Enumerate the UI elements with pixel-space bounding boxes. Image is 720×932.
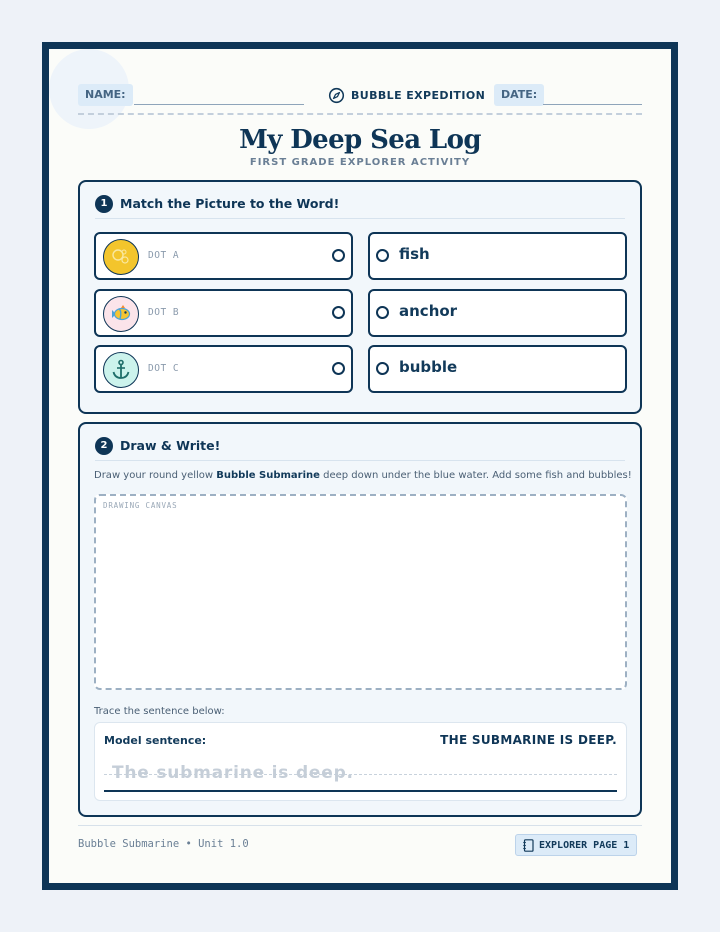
page-title: My Deep Sea Log <box>239 125 481 155</box>
dot-label: DOT C <box>148 363 180 374</box>
picture-card-c <box>94 345 353 393</box>
footer-unit: Bubble Submarine • Unit 1.0 <box>78 838 249 850</box>
name-label: NAME: <box>78 84 133 106</box>
match-word: anchor <box>399 302 458 320</box>
date-label: DATE: <box>494 84 544 106</box>
model-label: Model sentence: <box>104 734 207 747</box>
notebook-icon <box>523 839 534 852</box>
match-word: fish <box>399 245 430 263</box>
picture-circle <box>103 352 139 388</box>
word-card-fish <box>368 232 627 280</box>
instruction-text-end: deep down under the blue water. Add some fish and bubbles! <box>319 470 632 481</box>
worksheet-page <box>42 42 678 890</box>
match-dot[interactable] <box>332 362 345 375</box>
picture-card-a <box>94 232 353 280</box>
section-number: 2 <box>95 437 113 455</box>
match-dot[interactable] <box>376 249 389 262</box>
brand <box>328 86 485 104</box>
bubble-icon <box>108 244 134 270</box>
instruction-text: Draw your round yellow <box>94 470 217 481</box>
drawing-canvas[interactable] <box>94 494 627 690</box>
header-divider <box>78 113 642 115</box>
dot-label: DOT B <box>148 307 180 318</box>
match-section <box>78 180 642 414</box>
word-card-bubble <box>368 345 627 393</box>
name-field[interactable] <box>134 104 304 105</box>
section-header <box>95 195 625 219</box>
match-dot[interactable] <box>332 306 345 319</box>
section-title: Match the Picture to the Word! <box>120 196 340 211</box>
brand-label: BUBBLE EXPEDITION <box>351 88 486 102</box>
match-dot[interactable] <box>376 362 389 375</box>
match-dot[interactable] <box>376 306 389 319</box>
word-card-anchor <box>368 289 627 337</box>
trace-label: Trace the sentence below: <box>94 706 225 717</box>
page-badge-label: EXPLORER PAGE 1 <box>539 839 630 851</box>
page-subtitle: FIRST GRADE EXPLORER ACTIVITY <box>249 157 471 168</box>
anchor-icon <box>108 357 134 383</box>
writing-baseline <box>104 790 617 792</box>
section-number: 1 <box>95 195 113 213</box>
fish-icon <box>108 301 134 327</box>
draw-write-section <box>78 422 642 817</box>
match-dot[interactable] <box>332 249 345 262</box>
footer-divider <box>78 825 642 826</box>
trace-sentence[interactable]: The submarine is deep. <box>112 763 354 783</box>
date-field[interactable] <box>543 104 642 105</box>
picture-circle <box>103 296 139 332</box>
worksheet-header <box>78 76 642 106</box>
section-header <box>95 437 625 461</box>
page-badge <box>515 834 637 856</box>
model-sentence: THE SUBMARINE IS DEEP. <box>440 733 617 747</box>
instruction-bold: Bubble Submarine <box>216 470 320 481</box>
picture-circle <box>103 239 139 275</box>
match-word: bubble <box>399 358 458 376</box>
picture-card-b <box>94 289 353 337</box>
compass-icon <box>328 87 345 104</box>
section-title: Draw & Write! <box>120 438 221 453</box>
model-sentence-box <box>94 722 627 801</box>
canvas-label: DRAWING CANVAS <box>103 501 178 510</box>
drawing-instructions <box>94 470 632 481</box>
dot-label: DOT A <box>148 250 180 261</box>
